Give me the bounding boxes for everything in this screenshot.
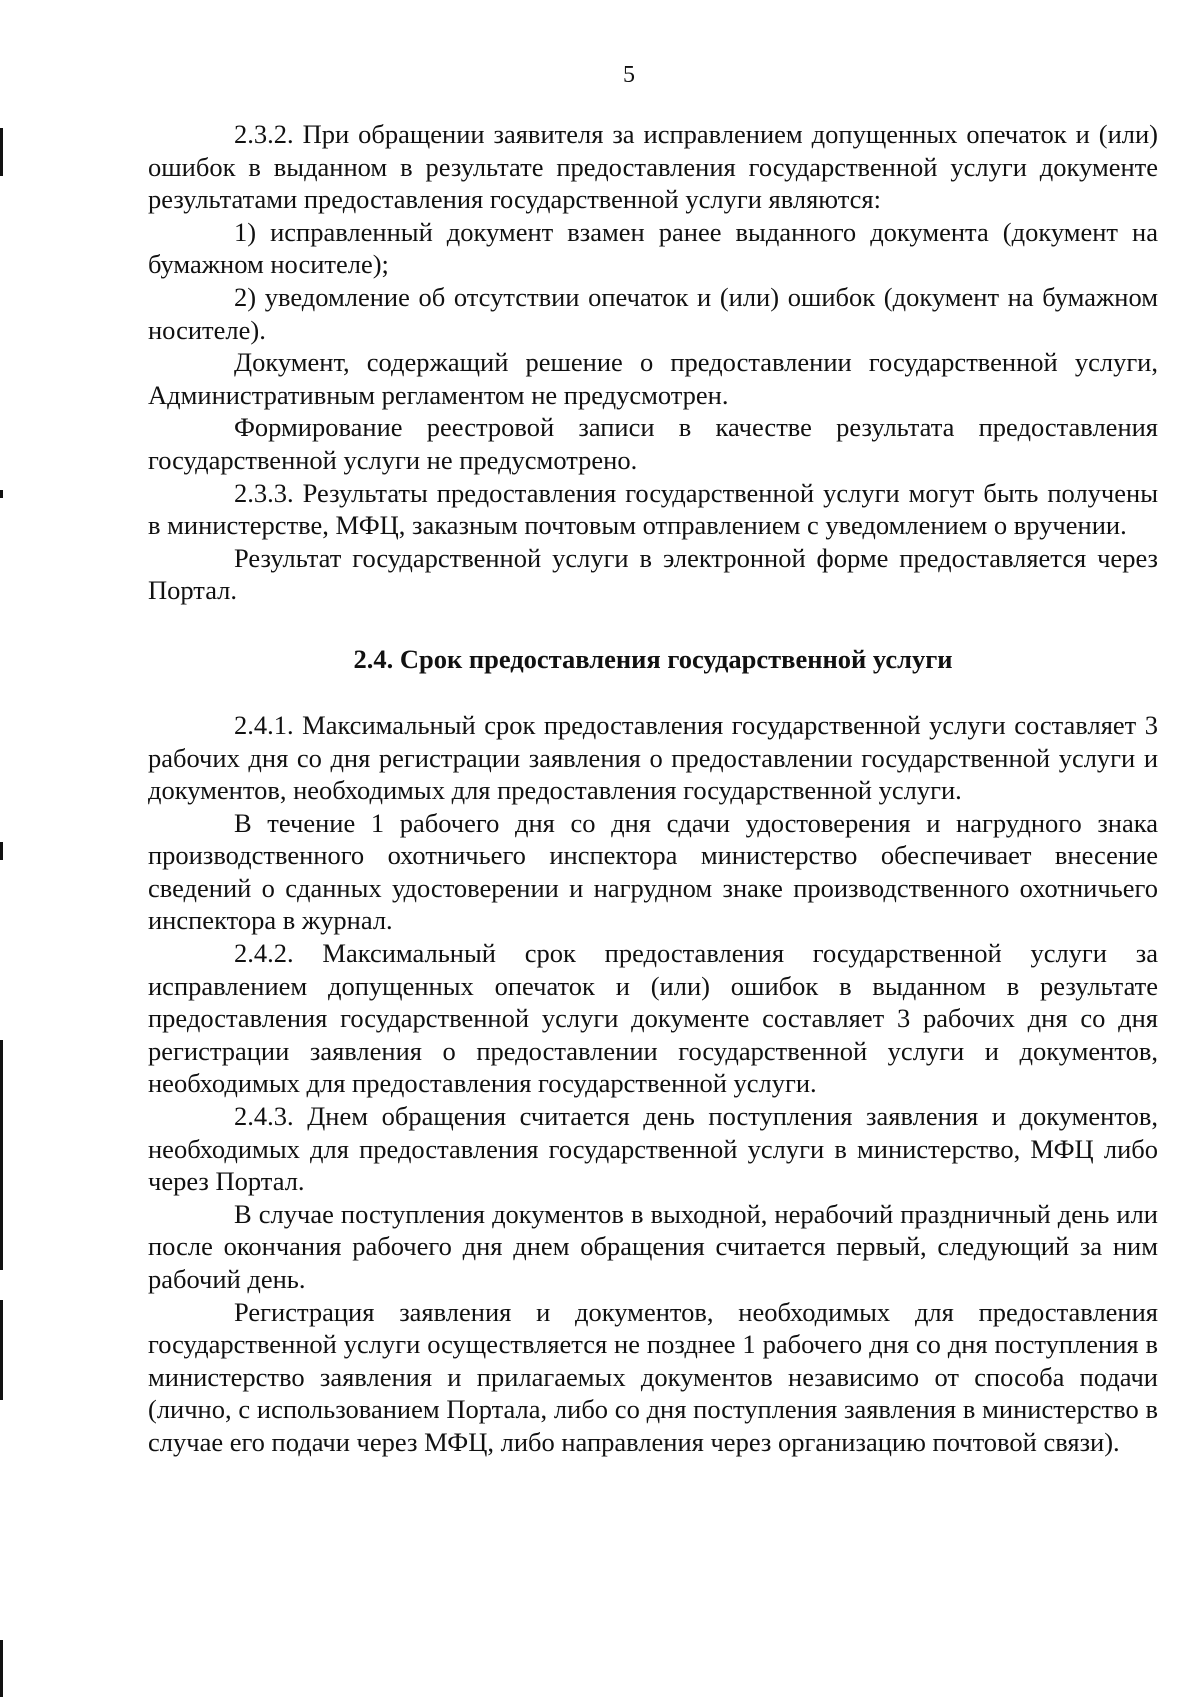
paragraph: 2.4.1. Максимальный срок предоставления государственной услуги составляет 3 рабочих дня со дня регистрации заявления о предоставлении государственной услуги и документов, необходимых для предоставления государственной услуги. [148,709,1158,806]
paragraph: В случае поступления документов в выходной, нерабочий праздничный день или после окончания рабочего дня днем обращения считается первый, следующий за ним рабочий день. [148,1198,1158,1294]
paragraph: В течение 1 рабочего дня со дня сдачи удостоверения и нагрудного знака производственного охотничьего инспектора министерство обеспечивает внесение сведений о сданных удостоверении и нагрудном знаке производственного охотничьего инспектора в журнал. [148,807,1158,936]
document-body [148,118,1158,1459]
paragraph: Формирование реестровой записи в качестве результата предоставления государственной услуги не предусмотрено. [148,412,1158,475]
page-number: 5 [623,62,635,88]
paragraph: 2.4.2. Максимальный срок предоставления государственной услуги за исправлением допущенных опечаток и (или) ошибок в выданном в результате предоставления государственной услуги документе составляет 3 рабочих дня со дня регистрации заявления о предоставлении государственной услуги и документов, необходимых для предоставления государственной услуги. [148,938,1158,1099]
scan-edge-mark [0,1040,3,1270]
paragraph: 2.3.3. Результаты предоставления государственной услуги могут быть получены в министерстве, МФЦ, заказным почтовым отправлением с уведомлением о вручении. [148,477,1158,541]
scan-edge-mark [0,128,3,176]
paragraph: Результат государственной услуги в электронной форме предоставляется через Портал. [148,542,1158,606]
scan-edge-mark [0,842,3,860]
scan-edge-mark [0,1640,3,1697]
scan-edge-mark [0,1300,3,1400]
paragraph: 1) исправленный документ взамен ранее выданного документа (документ на бумажном носителе); [148,216,1158,280]
paragraph: 2) уведомление об отсутствии опечаток и (или) ошибок (документ на бумажном носителе). [148,281,1158,345]
section-heading: 2.4. Срок предоставления государственной услуги [353,643,953,674]
scan-edge-mark [0,490,3,498]
paragraph: 2.4.3. Днем обращения считается день поступления заявления и документов, необходимых для предоставления государственной услуги в министерство, МФЦ либо через Портал. [148,1101,1158,1197]
paragraph: 2.3.2. При обращении заявителя за исправлением допущенных опечаток и (или) ошибок в выданном в результате предоставления государственной услуги документе результатами предоставления государственной услуги являются: [148,119,1158,215]
paragraph: Документ, содержащий решение о предоставлении государственной услуги, Административным регламентом не предусмотрен. [148,347,1158,410]
paragraph: Регистрация заявления и документов, необходимых для предоставления государственной услуги осуществляется не позднее 1 рабочего дня со дня поступления в министерство заявления и прилагаемых документов независимо от способа подачи (лично, с использованием Портала, либо со дня поступления заявления в министерство в случае его подачи через МФЦ, либо направления через организацию почтовой связи). [148,1296,1158,1457]
